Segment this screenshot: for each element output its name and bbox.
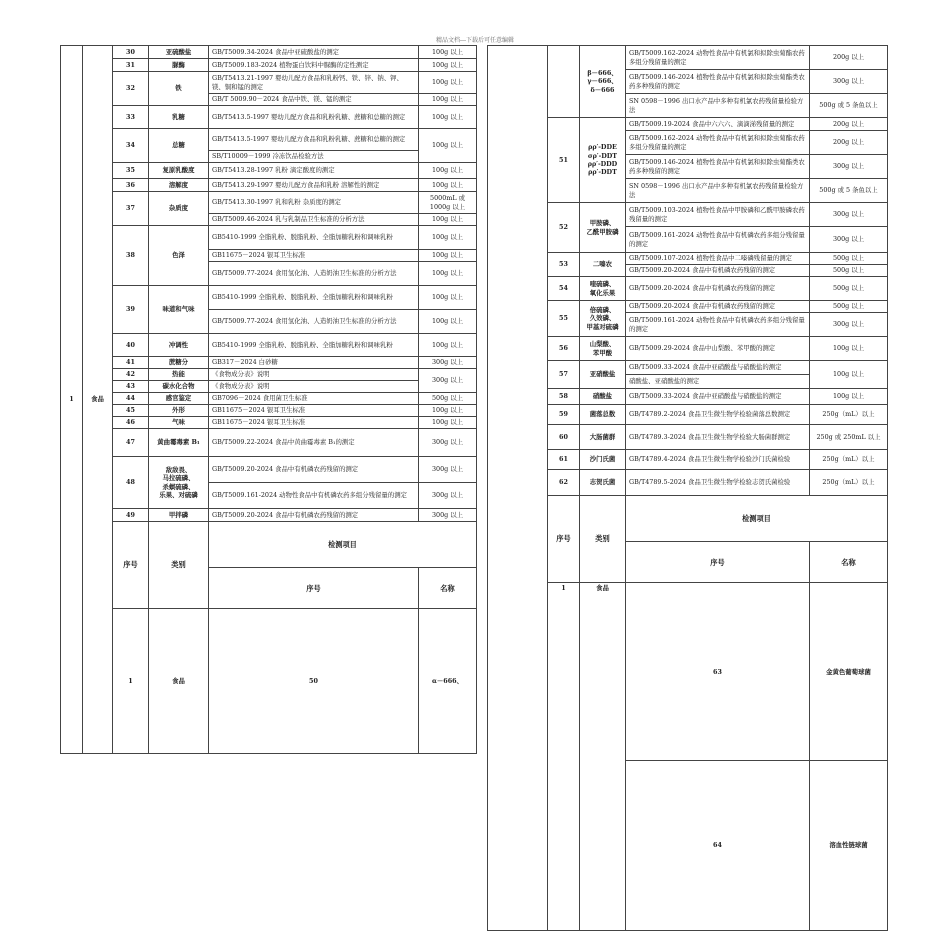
item-number: 32	[113, 72, 149, 106]
item-name	[149, 457, 209, 509]
standard-cell: GB/T5009.77-2024 食用氢化油、人造奶油卫生标准的分析方法	[209, 262, 419, 286]
table-row	[61, 509, 477, 522]
item-number: 52	[548, 203, 580, 253]
qty-cell: 100g 以上	[419, 72, 477, 94]
qty-cell: 200g 以上	[810, 46, 888, 70]
header-item-name: 名称	[419, 568, 477, 609]
qty-cell: 500g 以上	[810, 265, 888, 277]
group-number: 1	[61, 46, 83, 754]
standard-cell: GB/T5009.77-2024 食用氢化油、人造奶油卫生标准的分析方法	[209, 310, 419, 334]
standard-cell: GB/T5009.46-2024 乳与乳制品卫生标准的分析方法	[209, 214, 419, 226]
item-name	[580, 118, 626, 203]
qty-cell: 500g 以上	[810, 253, 888, 265]
standard-cell: GB/T5009.20-2024 食品中有机磷农药残留的测定	[626, 301, 810, 313]
standard-cell: GB/T5009.161-2024 动物性食品中有机磷农药多组分残留量的测定	[626, 227, 810, 253]
item-name: 外形	[149, 405, 209, 417]
standard-cell: GB7096－2024 食用菌卫生标准	[209, 393, 419, 405]
standard-cell: GB/T5009.162-2024 动物性食品中有机氯和拟除虫菊酯农药多组分残留量的测定	[626, 46, 810, 70]
table-row	[61, 417, 477, 429]
item-number: 30	[113, 46, 149, 59]
item-number: 36	[113, 179, 149, 192]
table-row	[61, 46, 477, 59]
right-standards-table	[487, 45, 888, 931]
item-number: 57	[548, 361, 580, 389]
item-number: 62	[548, 470, 580, 496]
item-name-line: ρρ′-DDE	[588, 143, 617, 152]
item-name-line: σρ′-DDT	[587, 151, 618, 160]
item-number: 60	[548, 425, 580, 450]
standard-cell: GB/T5009.20-2024 食品中有机磷农药残留的测定	[209, 457, 419, 483]
item-number: 51	[548, 118, 580, 203]
item-name: 溶血性链球菌	[810, 761, 888, 931]
qty-cell: 100g 以上	[419, 106, 477, 129]
table-row	[61, 286, 477, 310]
item-name-line: 乙酰甲胺磷	[586, 227, 619, 236]
item-name-line: 久效磷、	[589, 314, 616, 323]
qty-cell: 5000mL 或 1000g 以上	[419, 192, 477, 214]
standard-cell: GB/T5009.103-2024 植物性食品中甲胺磷和乙酰甲胺磷农药残留量的测定	[626, 203, 810, 227]
item-number: 39	[113, 286, 149, 334]
item-number: 44	[113, 393, 149, 405]
standard-cell: GB11675－2024 银耳卫生标准	[209, 405, 419, 417]
item-number: 31	[113, 59, 149, 72]
header-category: 类别	[149, 522, 209, 609]
qty-cell: 100g 以上	[419, 262, 477, 286]
standard-cell: SB/T10009－1999 冷冻饮品检验方法	[209, 151, 419, 163]
item-name	[580, 337, 626, 361]
qty-cell: 100g 以上	[419, 46, 477, 59]
item-number: 63	[626, 583, 810, 761]
qty-cell: 500g 以上	[419, 393, 477, 405]
left-standards-table	[60, 45, 477, 754]
item-number: 48	[113, 457, 149, 509]
item-name-line: 马拉硫磷、	[162, 474, 195, 483]
table-row	[61, 72, 477, 94]
qty-cell: 300g 以上	[810, 313, 888, 337]
table-row	[61, 381, 477, 393]
item-name-line: ρρ′-DDT	[588, 168, 617, 177]
qty-cell: 100g 以上	[419, 417, 477, 429]
item-name	[580, 277, 626, 301]
standard-cell: GB/T5009.146-2024 植物性食品中有机氯和拟除虫菊酯类农药多种残留的测定	[626, 70, 810, 94]
table-row	[61, 129, 477, 151]
table-row	[61, 393, 477, 405]
standard-cell: GB/T 5009.90－2024 食品中铁、镁、锰的测定	[209, 94, 419, 106]
item-name-line: 倍硫磷、	[589, 306, 616, 314]
standard-cell: GB/T5009.29-2024 食品中山梨酸、苯甲酸的测定	[626, 337, 810, 361]
table-row	[61, 226, 477, 250]
item-number: 54	[548, 277, 580, 301]
table-row	[488, 253, 888, 265]
qty-cell: 300g 以上	[419, 457, 477, 483]
standard-cell: GB/T5009.162-2024 动物性食品中有机氯和拟除虫菊酯农药多组分残留量的测定	[626, 131, 810, 155]
group-category: 食品	[83, 46, 113, 754]
item-number: 49	[113, 509, 149, 522]
item-name: 杂质度	[149, 192, 209, 226]
item-number: 64	[626, 761, 810, 931]
item-name-line: 山梨酸、	[589, 340, 616, 349]
standard-cell: 硝酸盐、亚硝酸盐的测定	[626, 375, 810, 389]
item-number: 42	[113, 369, 149, 381]
item-number: 47	[113, 429, 149, 457]
qty-cell: 100g 以上	[419, 163, 477, 179]
item-number: 40	[113, 334, 149, 357]
item-name-line: β－666、	[587, 69, 618, 77]
table-header-row	[61, 522, 477, 568]
table-row	[488, 389, 888, 405]
item-number: 33	[113, 106, 149, 129]
item-name: 硝酸盐	[580, 389, 626, 405]
table-row	[61, 163, 477, 179]
item-name: 脲酶	[149, 59, 209, 72]
item-name: 亚硝酸盐	[580, 361, 626, 389]
continued-group-cell	[488, 46, 548, 931]
item-name: 色泽	[149, 226, 209, 286]
item-number: 41	[113, 357, 149, 369]
standard-cell: GB/T5009.34-2024 食品中亚硫酸盐的测定	[209, 46, 419, 59]
standard-cell: GB/T5009.107-2024 植物性食品中二嗪磷残留量的测定	[626, 253, 810, 265]
item-number: 35	[113, 163, 149, 179]
qty-cell: 200g 以上	[810, 131, 888, 155]
qty-cell: 300g 以上	[419, 369, 477, 393]
item-name: 志贺氏菌	[580, 470, 626, 496]
standard-cell: GB/T5009.183-2024 植物蛋白饮料中脲酶的定性测定	[209, 59, 419, 72]
table-row	[488, 337, 888, 361]
qty-cell: 500g 或 5 条鱼以上	[810, 179, 888, 203]
item-name	[580, 301, 626, 337]
standard-cell: GB5410-1999 全脂乳粉、脱脂乳粉、全脂加糖乳粉和调味乳粉	[209, 286, 419, 310]
item-number: 38	[113, 226, 149, 286]
qty-cell: 300g 以上	[810, 70, 888, 94]
header-seq: 序号	[548, 496, 580, 583]
qty-cell: 250g（mL）以上	[810, 405, 888, 425]
qty-cell: 100g 以上	[419, 405, 477, 417]
item-name: 复原乳酸度	[149, 163, 209, 179]
standard-cell: GB/T5009.20-2024 食品中有机磷农药残留的测定	[626, 265, 810, 277]
item-name-line: 甲胺磷、	[589, 219, 616, 228]
item-name-line: 甲基对硫磷	[586, 322, 619, 331]
table-row	[61, 429, 477, 457]
standard-cell: GB/T4789.3-2024 食品卫生微生物学检验大肠菌群测定	[626, 425, 810, 450]
table-row	[488, 405, 888, 425]
item-name: 二嗪农	[580, 253, 626, 277]
table-row	[61, 59, 477, 72]
qty-cell: 200g 以上	[810, 118, 888, 131]
qty-cell: 100g 以上	[419, 334, 477, 357]
standard-cell: GB/T4789.5-2024 食品卫生微生物学检验志贺氏菌检验	[626, 470, 810, 496]
table-row	[488, 425, 888, 450]
item-number: 58	[548, 389, 580, 405]
qty-cell: 100g 以上	[419, 94, 477, 106]
item-name-line: 苯甲酸	[592, 348, 613, 357]
table-row	[488, 118, 888, 131]
table-row	[488, 450, 888, 470]
qty-cell: 100g 以上	[419, 214, 477, 226]
item-number: 45	[113, 405, 149, 417]
table-row	[61, 405, 477, 417]
item-name: 铁	[149, 72, 209, 106]
header-item: 检测项目	[209, 522, 477, 568]
qty-cell: 100g 以上	[810, 389, 888, 405]
qty-cell: 100g 以上	[810, 337, 888, 361]
item-number: 34	[113, 129, 149, 163]
item-name-line: γ－666、	[587, 77, 618, 86]
qty-cell: 300g 以上	[810, 155, 888, 179]
item-name: 热能	[149, 369, 209, 381]
table-row	[488, 277, 888, 301]
item-number: 50	[209, 609, 419, 754]
qty-cell: 100g 以上	[419, 179, 477, 192]
item-name: 甲拌磷	[149, 509, 209, 522]
item-name: 沙门氏菌	[580, 450, 626, 470]
standard-cell: GB/T5009.22-2024 食品中黄曲霉毒素 B₁的测定	[209, 429, 419, 457]
standard-cell: GB/T5413.5-1997 婴幼儿配方食品和乳粉乳糖、蔗糖和总糖的测定	[209, 106, 419, 129]
standard-cell: GB/T5009.19-2024 食品中六六六、滴滴涕残留量的测定	[626, 118, 810, 131]
standard-cell: GB/T4789.4-2024 食品卫生微生物学检验沙门氏菌检验	[626, 450, 810, 470]
qty-cell: 300g 以上	[810, 227, 888, 253]
qty-cell: 300g 以上	[419, 429, 477, 457]
page-header: 精品文档---下载后可任意编辑	[435, 37, 515, 44]
item-name	[580, 203, 626, 253]
standard-cell: 《食物成分表》说明	[209, 369, 419, 381]
qty-cell: 500g 或 5 条鱼以上	[810, 94, 888, 118]
item-name-line: 杀螟硫磷、	[162, 482, 195, 491]
standard-cell: GB/T5009.161-2024 动物性食品中有机磷农药多组分残留量的测定	[209, 483, 419, 509]
qty-cell: 250g（mL）以上	[810, 450, 888, 470]
item-number: 53	[548, 253, 580, 277]
header-item-no: 序号	[626, 542, 810, 583]
item-name: 亚硫酸盐	[149, 46, 209, 59]
qty-cell: 100g 以上	[419, 59, 477, 72]
item-number: 59	[548, 405, 580, 425]
qty-cell: 250g（mL）以上	[810, 470, 888, 496]
standard-cell: GB/T5009.146-2024 植物性食品中有机氯和拟除虫菊酯类农药多种残留的测定	[626, 155, 810, 179]
standard-cell: GB/T5413.21-1997 婴幼儿配方食品和乳粉钙、铁、锌、钠、钾、镁、铜和锰的测定	[209, 72, 419, 94]
qty-cell: 500g 以上	[810, 277, 888, 301]
standard-cell: GB/T5009.33-2024 食品中亚硝酸盐与硝酸盐的测定	[626, 361, 810, 375]
standard-cell: GB/T5413.5-1997 婴幼儿配方食品和乳粉乳糖、蔗糖和总糖的测定	[209, 129, 419, 151]
item-name: 味道和气味	[149, 286, 209, 334]
qty-cell: 300g 以上	[419, 357, 477, 369]
qty-cell: 100g 以上	[419, 226, 477, 250]
standard-cell: GB/T5009.161-2024 动物性食品中有机磷农药多组分残留量的测定	[626, 313, 810, 337]
qty-cell: 300g 以上	[419, 509, 477, 522]
item-name: 黄曲霉毒素 B₁	[149, 429, 209, 457]
standard-cell: GB317－2024 白砂糖	[209, 357, 419, 369]
item-name: 总糖	[149, 129, 209, 163]
group-category: 食品	[149, 609, 209, 754]
item-name-line: 乐果、对硫磷	[159, 490, 198, 499]
item-name: 感官鉴定	[149, 393, 209, 405]
item-name: 气味	[149, 417, 209, 429]
table-row	[61, 192, 477, 214]
table-row	[61, 179, 477, 192]
item-name: 碳水化合物	[149, 381, 209, 393]
standard-cell: 《食物成分表》说明	[209, 381, 419, 393]
qty-cell: 100g 以上	[419, 250, 477, 262]
item-number: 55	[548, 301, 580, 337]
item-number: 61	[548, 450, 580, 470]
qty-cell: 100g 以上	[810, 361, 888, 389]
header-seq: 序号	[113, 522, 149, 609]
table-row	[61, 334, 477, 357]
table-row	[488, 46, 888, 70]
table-header-row	[488, 496, 888, 542]
item-name: 菌落总数	[580, 405, 626, 425]
item-name: 金黄色葡萄球菌	[810, 583, 888, 761]
item-name: α－666、	[419, 609, 477, 754]
header-item-name: 名称	[810, 542, 888, 583]
group-number: 1	[548, 583, 580, 930]
item-name: 冲调性	[149, 334, 209, 357]
qty-cell: 100g 以上	[419, 286, 477, 310]
standard-cell: GB11675－2024 银耳卫生标准	[209, 250, 419, 262]
item-name: 蔗糖分	[149, 357, 209, 369]
item-name-line: 喹硫磷、	[589, 280, 616, 289]
standard-cell: GB/T5413.29-1997 婴幼儿配方食品和乳粉 溶解性的测定	[209, 179, 419, 192]
item-name: 溶解度	[149, 179, 209, 192]
table-row	[488, 203, 888, 227]
table-row	[488, 301, 888, 313]
item-number: 46	[113, 417, 149, 429]
item-name	[580, 46, 626, 118]
table-row	[61, 106, 477, 129]
item-name: 大肠菌群	[580, 425, 626, 450]
qty-cell: 500g 以上	[810, 301, 888, 313]
qty-cell: 100g 以上	[419, 310, 477, 334]
standard-cell: GB/T4789.2-2024 食品卫生微生物学检验菌落总数测定	[626, 405, 810, 425]
item-name-line: 敌敌畏、	[165, 465, 192, 474]
item-number	[548, 46, 580, 118]
standard-cell: GB/T5009.20-2024 食品中有机磷农药残留的测定	[209, 509, 419, 522]
table-row	[488, 470, 888, 496]
header-category: 类别	[580, 496, 626, 583]
standard-cell: GB5410-1999 全脂乳粉、脱脂乳粉、全脂加糖乳粉和调味乳粉	[209, 334, 419, 357]
standard-cell: GB5410-1999 全脂乳粉、脱脂乳粉、全脂加糖乳粉和调味乳粉	[209, 226, 419, 250]
table-row	[61, 457, 477, 483]
item-name: 乳糖	[149, 106, 209, 129]
standard-cell: GB11675－2024 银耳卫生标准	[209, 417, 419, 429]
table-row	[61, 369, 477, 381]
table-row	[61, 357, 477, 369]
item-name-line: 氧化乐果	[589, 288, 616, 297]
group-category: 食品	[580, 583, 626, 930]
standard-cell: GB/T5413.30-1997 乳和乳粉 杂质度的测定	[209, 192, 419, 214]
standard-cell: GB/T5413.28-1997 乳粉 滴定酸度的测定	[209, 163, 419, 179]
item-number: 37	[113, 192, 149, 226]
qty-cell: 300g 以上	[810, 203, 888, 227]
qty-cell: 250g 或 250mL 以上	[810, 425, 888, 450]
standard-cell: SN 0598－1996 出口水产品中多种有机氯农药残留量检验方法	[626, 179, 810, 203]
header-item-no: 序号	[209, 568, 419, 609]
item-number: 43	[113, 381, 149, 393]
item-name-line: ρρ′-DDD	[587, 160, 618, 168]
table-row	[488, 361, 888, 375]
item-number: 56	[548, 337, 580, 361]
standard-cell: GB/T5009.20-2024 食品中有机磷农药残留的测定	[626, 277, 810, 301]
table-row	[61, 609, 477, 754]
standard-cell: GB/T5009.33-2024 食品中亚硝酸盐与硝酸盐的测定	[626, 389, 810, 405]
qty-cell: 300g 以上	[419, 483, 477, 509]
qty-cell: 100g 以上	[419, 129, 477, 163]
header-item: 检测项目	[626, 496, 888, 542]
standard-cell: SN 0598－1996 出口水产品中多种有机氯农药残留量检验方法	[626, 94, 810, 118]
group-number: 1	[113, 609, 149, 754]
item-name-line: δ－666	[590, 85, 615, 94]
